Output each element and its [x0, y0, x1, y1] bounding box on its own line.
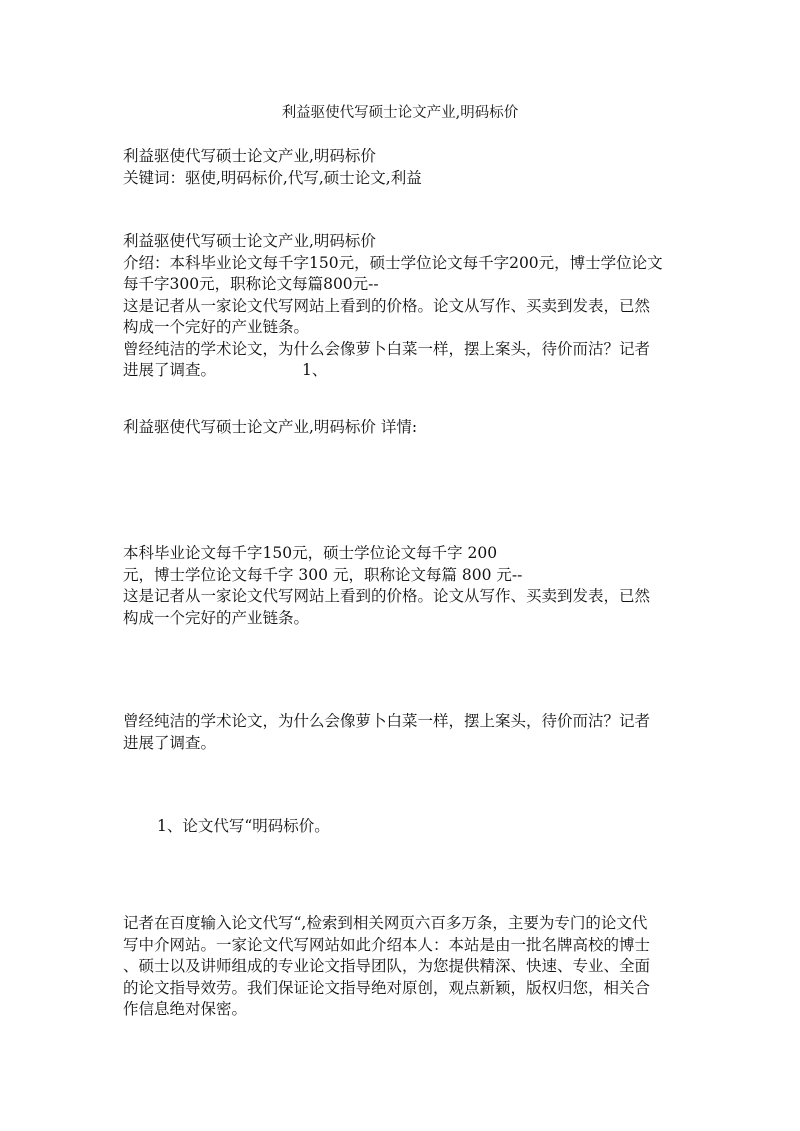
body-paragraph — [123, 913, 683, 1021]
summary-line: 这是记者从一家论文代写网站上看到的价格。论文从写作、买卖到发表，已然 — [123, 296, 651, 315]
price-line: 构成一个完好的产业链条。 — [123, 608, 310, 627]
summary-line: 介绍：本科毕业论文每千字150元，硕士学位论文每千字200元，博士学位论文 — [123, 253, 663, 272]
summary-last-line-text: 进展了调查。 — [123, 361, 217, 379]
summary-last-line — [123, 360, 683, 382]
question-line: 进展了调查。 — [123, 733, 217, 752]
summary-line: 曾经纯洁的学术论文，为什么会像萝卜白菜一样，摆上案头，待价而沽？记者 — [123, 339, 651, 358]
price-line: 这是记者从一家论文代写网站上看到的价格。论文从写作、买卖到发表，已然 — [123, 587, 651, 605]
header-block — [123, 146, 683, 189]
page-title: 利益驱使代写硕士论文产业,明码标价 — [281, 105, 519, 121]
question-line: 曾经纯洁的学术论文，为什么会像萝卜白菜一样，摆上案头，待价而沽？记者 — [123, 712, 651, 730]
section-heading-block — [157, 816, 717, 838]
body-line: 作信息绝对保密。 — [123, 1000, 248, 1018]
price-paragraph — [123, 543, 683, 629]
summary-title-line: 利益驱使代写硕士论文产业,明码标价 — [123, 232, 376, 250]
price-line: 本科毕业论文每千字150元，硕士学位论文每千字 200 — [123, 544, 498, 562]
summary-section-marker: 1、 — [302, 361, 328, 379]
body-line: 的论文指导效劳。我们保证论文指导绝对原创，观点新颖，版权归您，相关合 — [123, 978, 651, 997]
keywords-line: 关键词：驱使,明码标价,代写,硕士论文,利益 — [123, 168, 422, 187]
details-heading: 利益驱使代写硕士论文产业,明码标价 详情: — [123, 418, 418, 436]
body-line: 记者在百度输入论文代写“,检索到相关网页六百多万条，主要为专门的论文代 — [123, 914, 648, 932]
section-heading: 1、论文代写“明码标价。 — [157, 817, 330, 835]
price-line: 元，博士学位论文每千字 300 元，职称论文每篇 800 元-- — [123, 565, 523, 584]
summary-line: 构成一个完好的产业链条。 — [123, 318, 310, 336]
question-paragraph — [123, 711, 683, 754]
header-title-line: 利益驱使代写硕士论文产业,明码标价 — [123, 147, 376, 165]
body-line: 、硕士以及讲师组成的专业论文指导团队，为您提供精深、快速、专业、全面 — [123, 957, 651, 975]
details-heading-block — [123, 417, 683, 439]
body-line: 写中介网站。一家论文代写网站如此介绍本人：本站是由一批名牌高校的博士 — [123, 935, 651, 954]
summary-line: 每千字300元，职称论文每篇800元-- — [123, 275, 379, 293]
summary-block — [123, 231, 683, 382]
